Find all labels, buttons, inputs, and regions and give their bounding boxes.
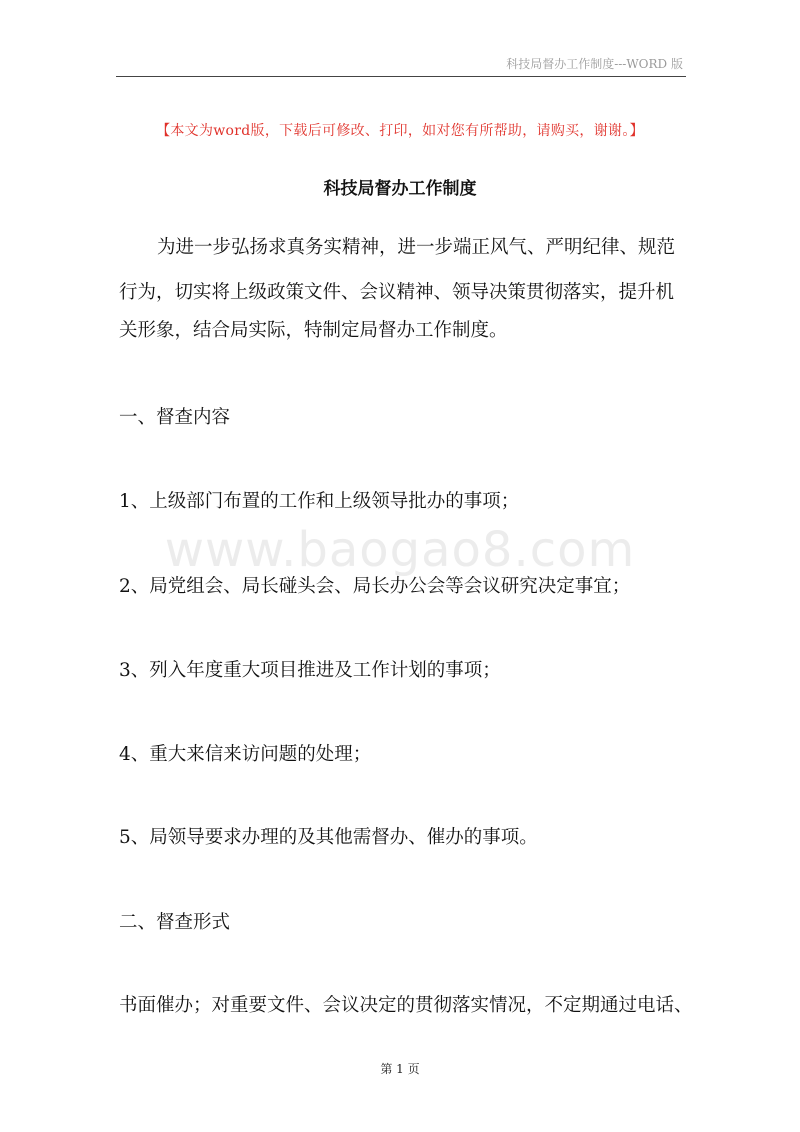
header-divider (116, 76, 686, 77)
section2-paragraph-line: 书面催办；对重要文件、会议决定的贯彻落实情况，不定期通过电话、 (119, 995, 693, 1016)
list-item: 1、上级部门布置的工作和上级领导批办的事项； (119, 491, 520, 512)
page-number: 第 1 页 (380, 1062, 420, 1076)
purchase-notice: 【本文为word版，下载后可修改、打印，如对您有所帮助，请购买，谢谢。】 (156, 123, 644, 139)
section-heading-inspection-form: 二、督查形式 (119, 912, 231, 933)
running-header-title: 科技局督办工作制度---WORD 版 (506, 57, 683, 71)
list-item: 2、局党组会、局长碰头会、局长办公会等会议研究决定事宜； (119, 576, 631, 597)
document-title: 科技局督办工作制度 (323, 179, 477, 199)
list-item: 4、重大来信来访问题的处理； (119, 744, 372, 765)
section-heading-inspection-content: 一、督查内容 (119, 407, 231, 428)
list-item: 5、局领导要求办理的及其他需督办、催办的事项。 (119, 827, 538, 848)
list-item: 3、列入年度重大项目推进及工作计划的事项； (119, 660, 501, 681)
site-watermark: www.baogao8.com (164, 522, 636, 578)
intro-line: 行为，切实将上级政策文件、会议精神、领导决策贯彻落实，提升机 (119, 282, 675, 303)
intro-line: 为进一步弘扬求真务实精神，进一步端正风气、严明纪律、规范 (157, 237, 676, 258)
intro-line: 关形象，结合局实际，特制定局督办工作制度。 (119, 320, 508, 341)
